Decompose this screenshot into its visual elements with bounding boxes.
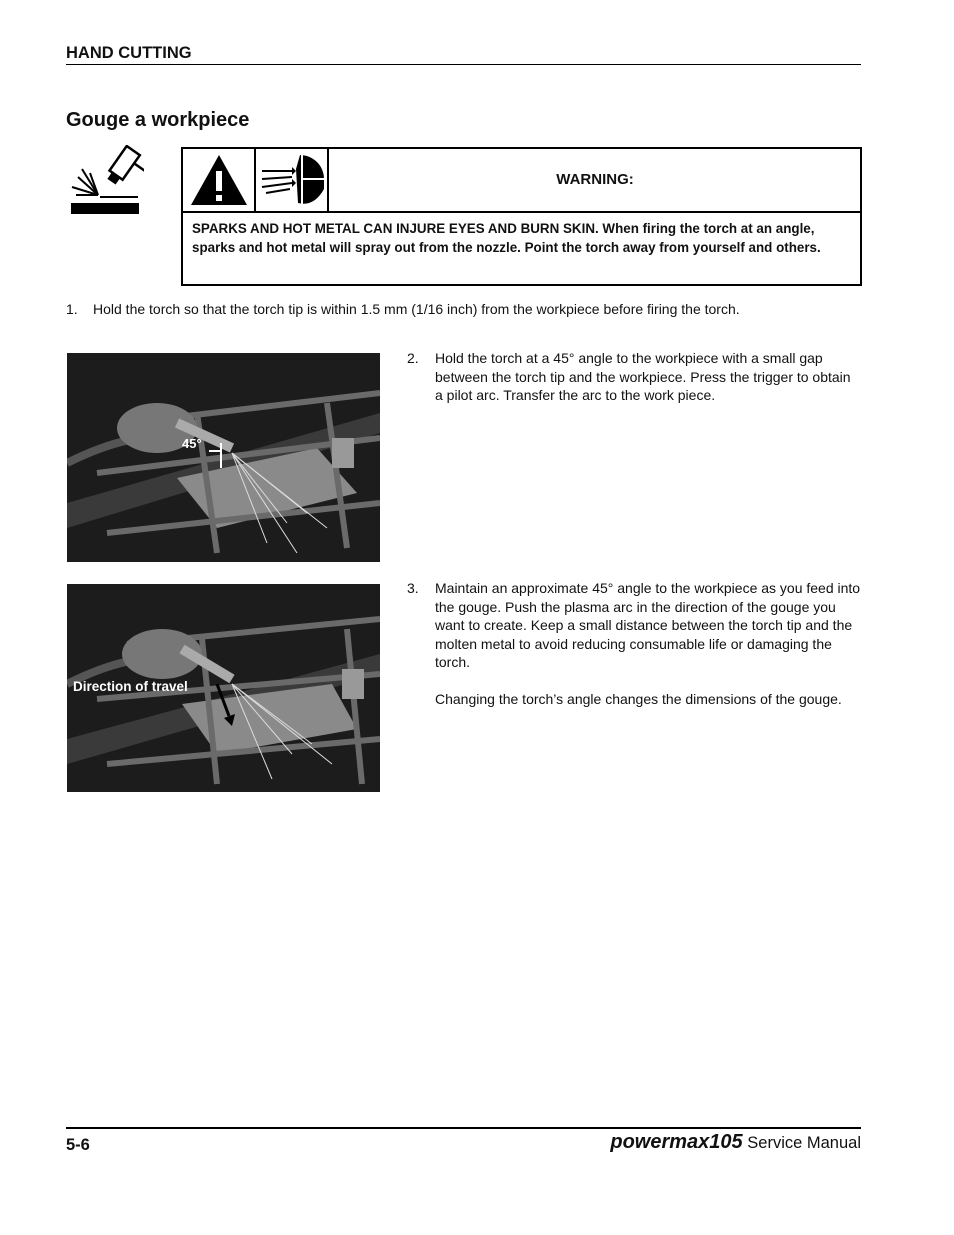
manual-label: Service Manual	[747, 1134, 861, 1152]
torch-45-degree-photo	[67, 353, 380, 562]
manual-title	[610, 1131, 861, 1154]
section-header: HAND CUTTING	[66, 44, 192, 62]
brand-model: 105	[709, 1131, 743, 1153]
step-text: Hold the torch so that the torch tip is within 1.5 mm (1/16 inch) from the workpiece before firing the torch.	[93, 301, 740, 317]
footer-rule	[66, 1127, 861, 1129]
step-text: Maintain an approximate 45° angle to the workpiece as you feed into the gouge. Push the plasma arc in the direction of the gouge you want to create. Keep a small distance between the torch tip and the molten metal to avoid reducing consumable life or damaging the torch.	[435, 580, 861, 670]
step-number: 2.	[407, 350, 419, 366]
face-shield-icon	[256, 149, 327, 211]
warning-header-row	[183, 149, 860, 213]
step-number: 3.	[407, 580, 419, 596]
direction-of-travel-photo	[67, 584, 380, 792]
face-shield-cell	[256, 149, 329, 211]
warning-heading: WARNING:	[556, 171, 634, 188]
step-3	[407, 579, 861, 708]
direction-label: Direction of travel	[73, 679, 188, 694]
step-note: Changing the torch’s angle changes the dimensions of the gouge.	[435, 690, 842, 707]
header-rule	[66, 64, 861, 65]
angle-label: 45°	[182, 436, 202, 451]
warning-triangle-cell	[183, 149, 256, 211]
step-number: 1.	[66, 301, 78, 317]
torch-cutting-icon	[68, 145, 144, 217]
step-text: Hold the torch at a 45° angle to the workpiece with a small gap between the torch tip and the workpiece. Press the trigger to obtain a pilot arc. Transfer the arc to the work piece.	[435, 350, 851, 403]
page-title: Gouge a workpiece	[66, 109, 250, 131]
brand-name: powermax	[610, 1131, 710, 1153]
warning-box	[181, 147, 862, 286]
warning-triangle-icon	[183, 149, 254, 211]
step-2	[407, 349, 861, 405]
page-number: 5-6	[66, 1136, 90, 1154]
warning-text: SPARKS AND HOT METAL CAN INJURE EYES AND BURN SKIN. When firing the torch at an angle, sparks and hot metal will spray out from the nozzle. Point the torch away from yourself and others.	[192, 221, 821, 255]
